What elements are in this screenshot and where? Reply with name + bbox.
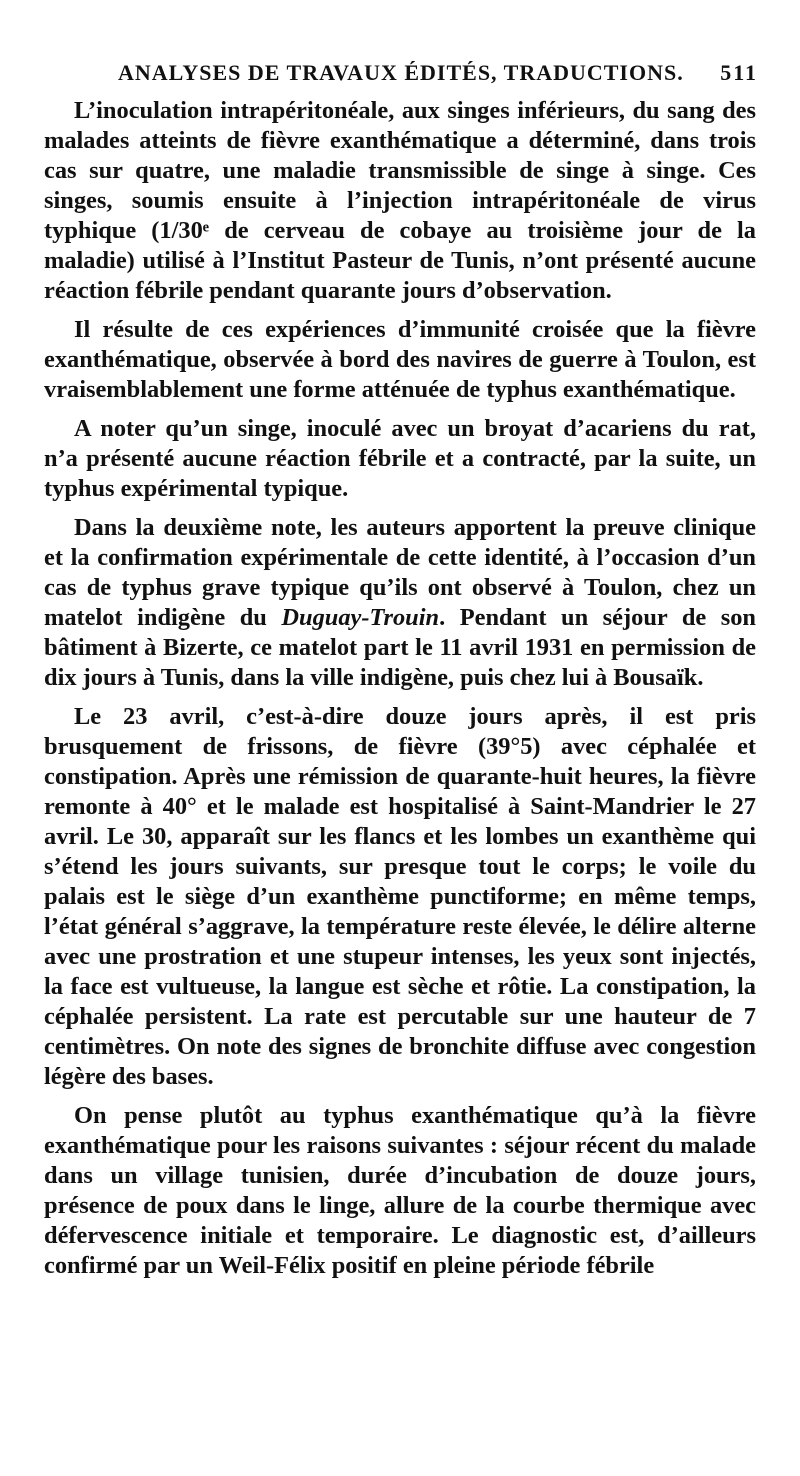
paragraph-text: . Pendant un séjour de son bâtiment à Bizerte, ce matelot part le 11 avril 1931 en permission de dix jours à Tunis, dans la ville indigène, puis chez lui à Bousaïk. <box>44 604 757 691</box>
ship-name: Duguay-Trouin <box>281 604 440 631</box>
paragraph: A noter qu’un singe, inoculé avec un broyat d’acariens du rat, n’a présenté aucune réaction fébrile et a contracté, par la suite, un typhus expérimental typique. <box>44 415 756 502</box>
page-number: 511 <box>720 60 758 85</box>
paragraph: Il résulte de ces expériences d’immunité croisée que la fièvre exanthématique, observée à bord des navires de guerre à Toulon, est vraisemblablement une forme atténuée de typhus exanthématique. <box>44 316 756 403</box>
running-header <box>38 60 756 96</box>
paragraph-text: Dans la deuxième note, les auteurs apportent la preuve clinique et la confirmation expérimentale de cette identité, à l’occasion d’un cas de typhus grave typique qu’ils ont observé à Toulon, chez un matelot indigène du <box>44 514 756 631</box>
body-text <box>44 96 756 1281</box>
paragraph: On pense plutôt au typhus exanthématique qu’à la fièvre exanthématique pour les raisons suivantes : séjour récent du malade dans un village tunisien, durée d’incubation de douze jours, présence de poux dans le linge, allure de la courbe thermique avec défervescence initiale et temporaire. Le diagnostic est, d’ailleurs confirmé par un Weil-Félix positif en pleine période fébrile <box>44 1102 756 1279</box>
paragraph <box>44 513 756 693</box>
running-title: ANALYSES DE TRAVAUX ÉDITÉS, TRADUCTIONS. <box>118 60 684 85</box>
paragraph: L’inoculation intrapéritonéale, aux singes inférieurs, du sang des malades atteints de fièvre exanthématique a déterminé, dans trois cas sur quatre, une maladie transmissible de singe à singe. Ces singes, soumis ensuite à l’injection intrapéritonéale de virus typhique (1/30ᵉ de cerveau de cobaye au troisième jour de la maladie) utilisé à l’Institut Pasteur de Tunis, n’ont présenté aucune réaction fébrile pendant quarante jours d’observation. <box>44 97 756 304</box>
paragraph: Le 23 avril, c’est-à-dire douze jours après, il est pris brusquement de frissons, de fièvre (39°5) avec céphalée et constipation. Après une rémission de quarante-huit heures, la fièvre remonte à 40° et le malade est hospitalisé à Saint-Mandrier le 27 avril. Le 30, apparaît sur les flancs et les lombes un exanthème qui s’étend les jours suivants, sur presque tout le corps; le voile du palais est le siège d’un exanthème punctiforme; en même temps, l’état général s’aggrave, la température reste élevée, le délire alterne avec une prostration et une stupeur intenses, les yeux sont injectés, la face est vultueuse, la langue est sèche et rôtie. La constipation, la céphalée persistent. La rate est percutable sur une hauteur de 7 centimètres. On note des signes de bronchite diffuse avec congestion légère des bases. <box>44 703 756 1090</box>
